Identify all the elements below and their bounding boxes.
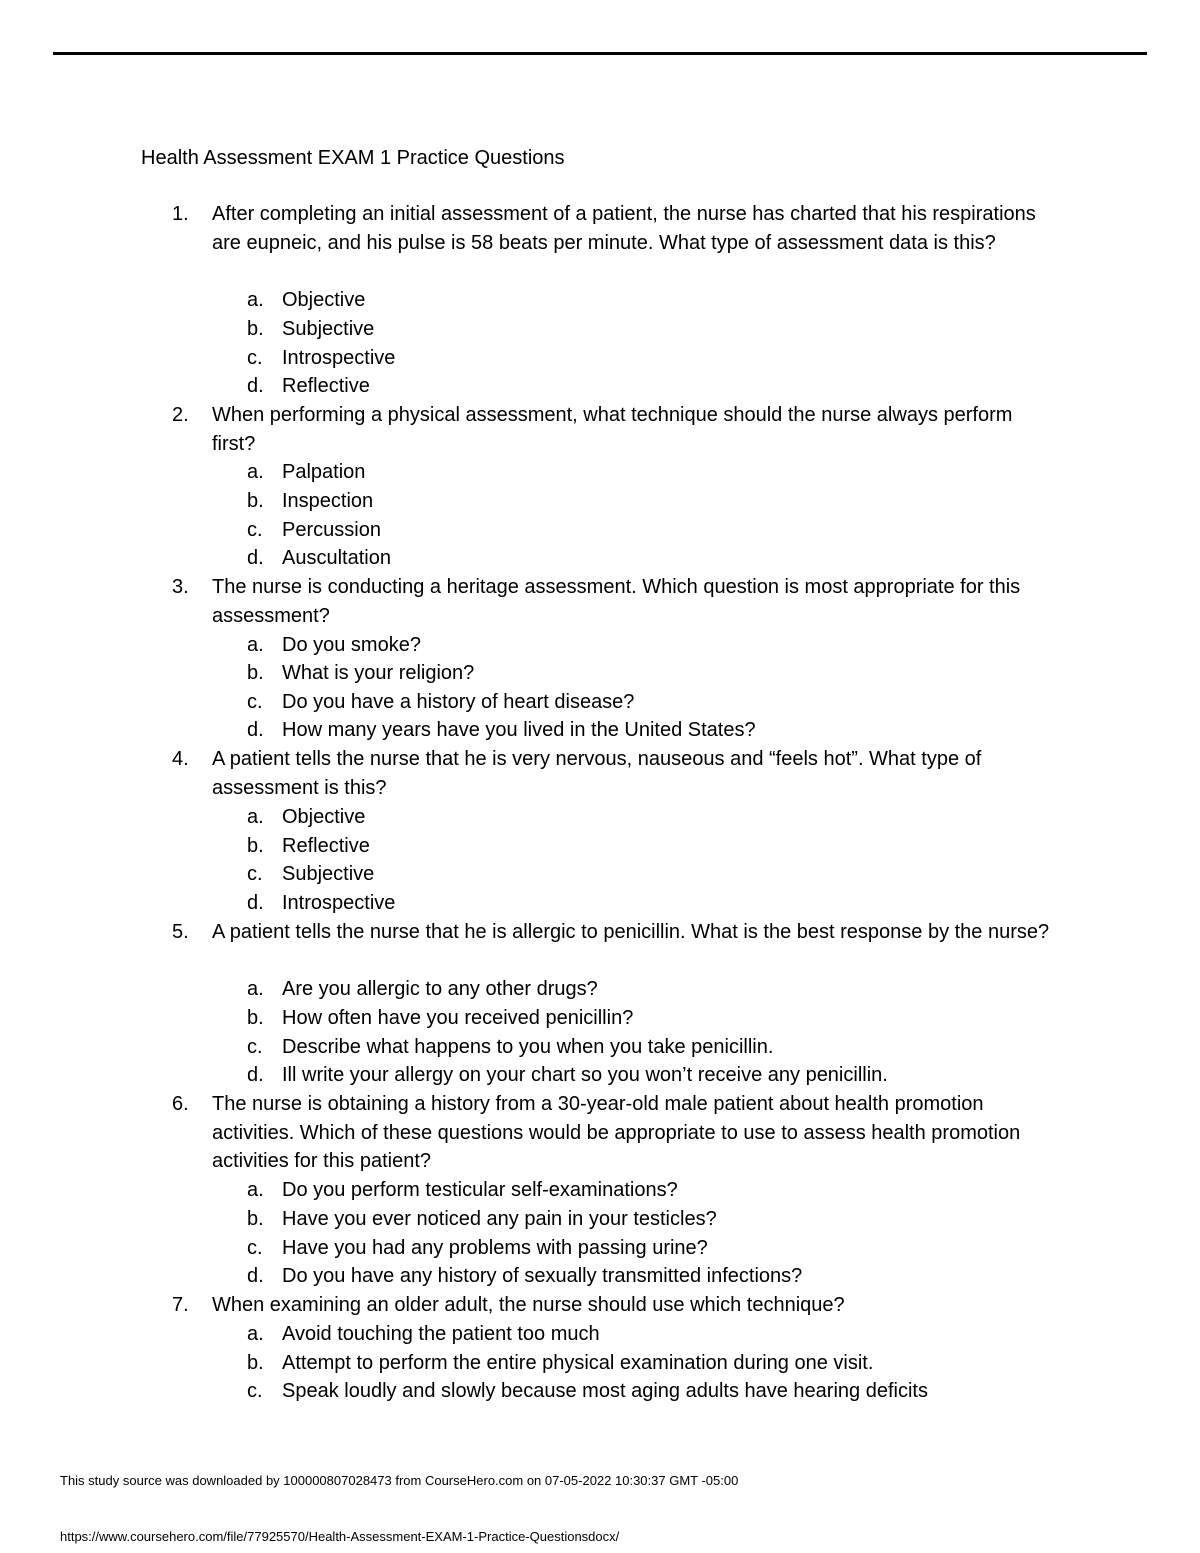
option-text: Avoid touching the patient too much [282, 1323, 600, 1345]
option-3b [0, 659, 1200, 688]
option-text: Are you allergic to any other drugs? [282, 978, 598, 1000]
question-number: 3. [172, 576, 189, 598]
option-4c [0, 860, 1200, 889]
question-number: 5. [172, 921, 189, 943]
option-text: Ill write your allergy on your chart so you won’t receive any penicillin. [282, 1064, 888, 1086]
option-letter: a. [247, 978, 264, 1000]
option-6d [0, 1262, 1200, 1291]
question-text: After completing an initial assessment of a patient, the nurse has charted that his respirations are eupneic, and his pulse is 58 beats per minute. What type of assessment data is this? [212, 203, 1036, 254]
option-7a [0, 1320, 1200, 1349]
option-text: Auscultation [282, 547, 391, 569]
option-text: How many years have you lived in the United States? [282, 719, 756, 741]
option-4a [0, 803, 1200, 832]
option-letter: c. [247, 691, 263, 713]
option-letter: c. [247, 519, 263, 541]
option-text: What is your religion? [282, 662, 475, 684]
source-url-link[interactable]: https://www.coursehero.com/file/77925570/Health-Assessment-EXAM-1-Practice-Questionsdocx/ [60, 1529, 620, 1544]
option-text: Introspective [282, 892, 396, 914]
option-letter: a. [247, 289, 264, 311]
option-letter: a. [247, 461, 264, 483]
option-6c [0, 1234, 1200, 1263]
option-letter: a. [247, 1323, 264, 1345]
option-text: Do you smoke? [282, 634, 421, 656]
option-1a [0, 286, 1200, 315]
option-letter: b. [247, 662, 264, 684]
question-number: 2. [172, 404, 189, 426]
option-5a [0, 975, 1200, 1004]
option-text: Objective [282, 806, 366, 828]
option-letter: b. [247, 1007, 264, 1029]
option-letter: d. [247, 1265, 264, 1287]
option-text: Have you ever noticed any pain in your testicles? [282, 1208, 717, 1230]
option-3d [0, 716, 1200, 745]
option-2a [0, 458, 1200, 487]
option-letter: b. [247, 835, 264, 857]
option-text: Introspective [282, 347, 396, 369]
option-1b [0, 315, 1200, 344]
option-text: Objective [282, 289, 366, 311]
option-letter: c. [247, 347, 263, 369]
option-letter: d. [247, 892, 264, 914]
option-letter: c. [247, 1036, 263, 1058]
option-letter: a. [247, 1179, 264, 1201]
option-text: Have you had any problems with passing urine? [282, 1237, 708, 1259]
option-2d [0, 544, 1200, 573]
option-letter: c. [247, 1380, 263, 1402]
option-letter: b. [247, 490, 264, 512]
option-letter: d. [247, 375, 264, 397]
option-3a [0, 631, 1200, 660]
header-rule [53, 52, 1147, 55]
option-text: How often have you received penicillin? [282, 1007, 634, 1029]
option-letter: b. [247, 1208, 264, 1230]
option-letter: b. [247, 318, 264, 340]
document-title: Health Assessment EXAM 1 Practice Questions [141, 147, 565, 169]
question-text: A patient tells the nurse that he is very nervous, nauseous and “feels hot”. What type of assessment is this? [212, 748, 982, 799]
option-text: Attempt to perform the entire physical examination during one visit. [282, 1352, 874, 1374]
option-letter: a. [247, 806, 264, 828]
option-letter: c. [247, 863, 263, 885]
question-number: 6. [172, 1093, 189, 1115]
option-2c [0, 516, 1200, 545]
option-text: Subjective [282, 863, 375, 885]
option-letter: d. [247, 1064, 264, 1086]
option-5b [0, 1004, 1200, 1033]
option-text: Speak loudly and slowly because most aging adults have hearing deficits [282, 1380, 928, 1402]
option-4d [0, 889, 1200, 918]
option-text: Subjective [282, 318, 375, 340]
option-text: Reflective [282, 375, 370, 397]
option-7c [0, 1377, 1200, 1406]
question-number: 7. [172, 1294, 189, 1316]
option-6b [0, 1205, 1200, 1234]
question-number: 1. [172, 203, 189, 225]
option-letter: d. [247, 547, 264, 569]
option-1c [0, 344, 1200, 373]
question-text: When performing a physical assessment, what technique should the nurse always perform first? [212, 404, 1013, 455]
option-1d [0, 372, 1200, 401]
option-letter: a. [247, 634, 264, 656]
option-text: Inspection [282, 490, 374, 512]
question-number: 4. [172, 748, 189, 770]
option-7b [0, 1349, 1200, 1378]
option-text: Palpation [282, 461, 366, 483]
option-text: Do you have a history of heart disease? [282, 691, 635, 713]
question-text: A patient tells the nurse that he is allergic to penicillin. What is the best response by the nurse? [212, 921, 1050, 943]
option-text: Describe what happens to you when you take penicillin. [282, 1036, 774, 1058]
option-text: Percussion [282, 519, 381, 541]
option-6a [0, 1176, 1200, 1205]
option-5c [0, 1033, 1200, 1062]
download-notice: This study source was downloaded by 100000807028473 from CourseHero.com on 07-05-2022 10:30:37 GMT -05:00 [60, 1473, 739, 1488]
option-text: Reflective [282, 835, 370, 857]
option-text: Do you perform testicular self-examinations? [282, 1179, 678, 1201]
option-3c [0, 688, 1200, 717]
option-letter: b. [247, 1352, 264, 1374]
option-5d [0, 1061, 1200, 1090]
option-4b [0, 832, 1200, 861]
option-text: Do you have any history of sexually transmitted infections? [282, 1265, 803, 1287]
question-text: When examining an older adult, the nurse should use which technique? [212, 1294, 845, 1316]
question-text: The nurse is conducting a heritage assessment. Which question is most appropriate for this assessment? [212, 576, 1021, 627]
option-2b [0, 487, 1200, 516]
question-text: The nurse is obtaining a history from a 30-year-old male patient about health promotion activities. Which of these questions would be appropriate to use to assess health promotion activities for this patient? [212, 1093, 1021, 1173]
option-letter: c. [247, 1237, 263, 1259]
option-letter: d. [247, 719, 264, 741]
